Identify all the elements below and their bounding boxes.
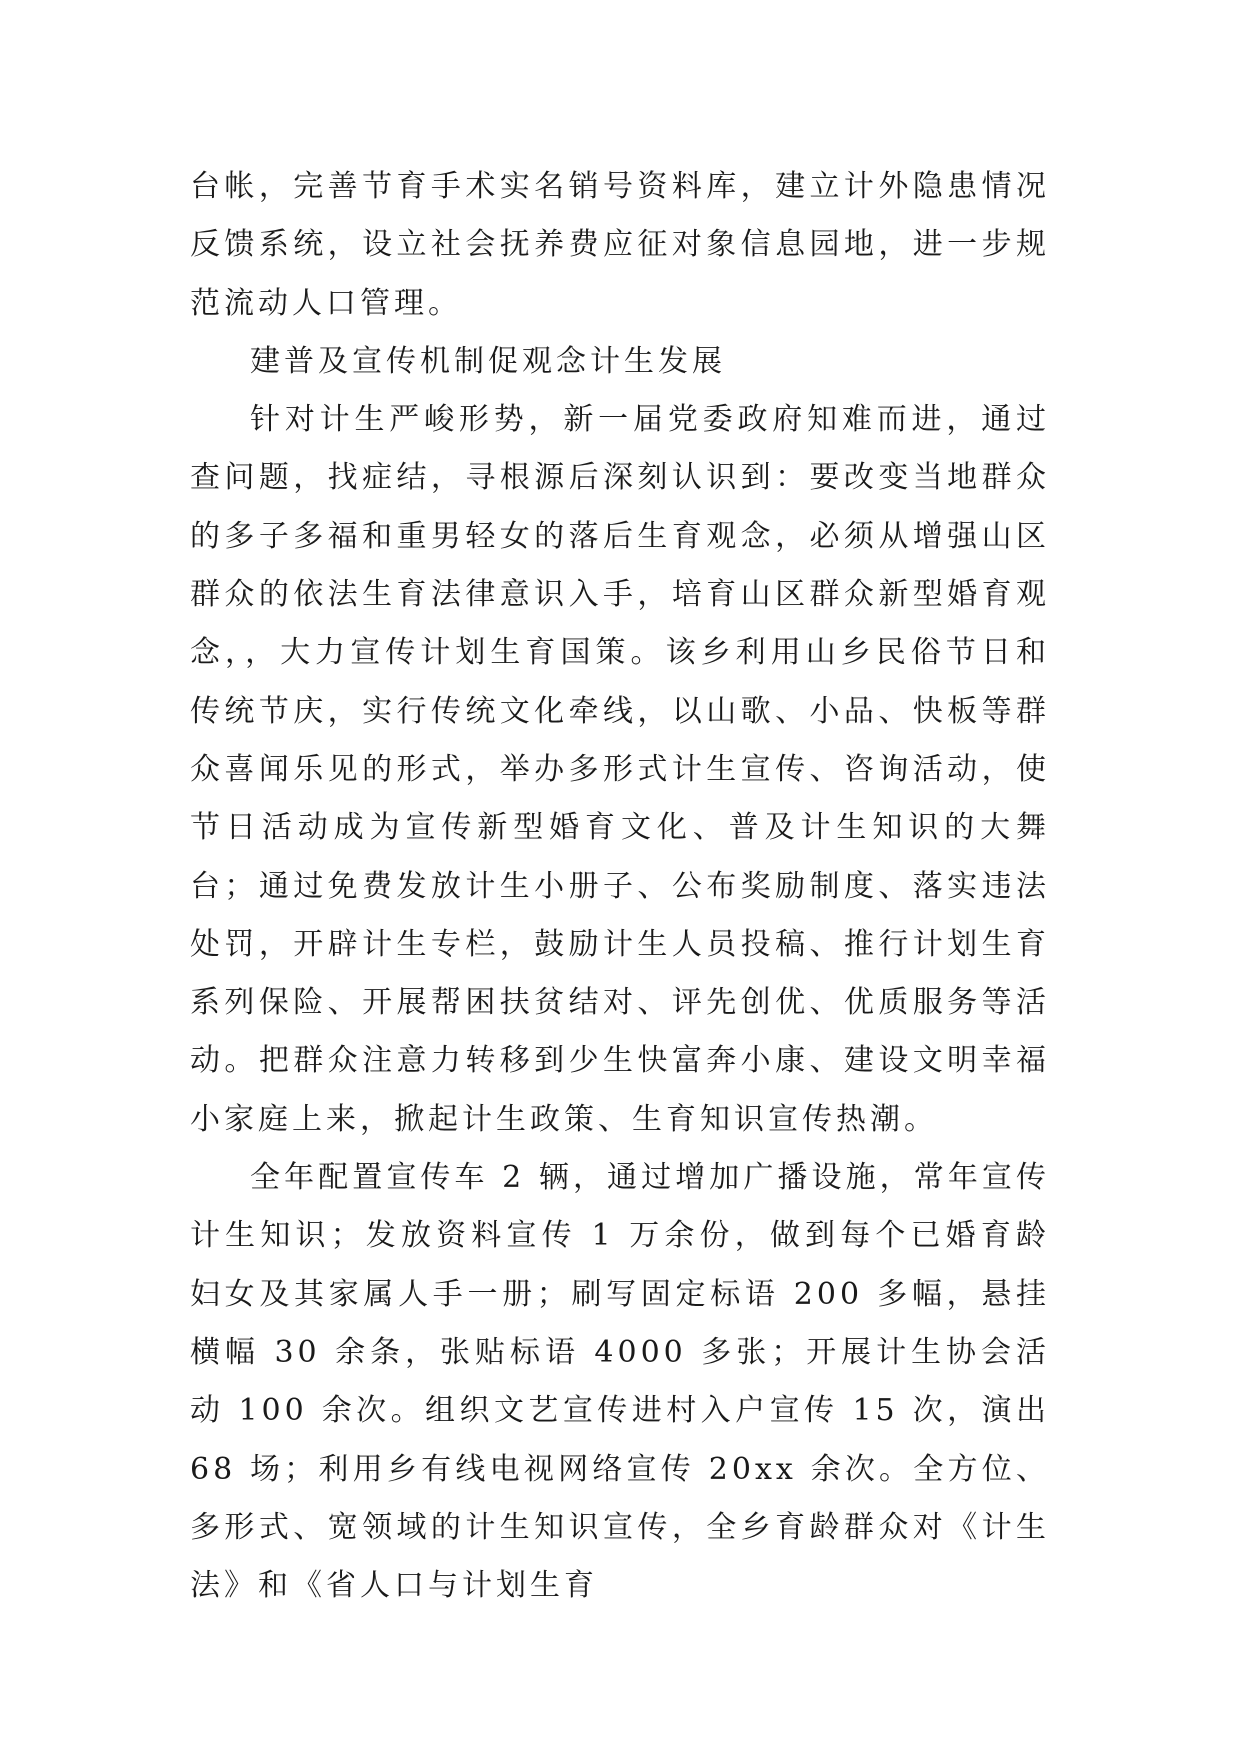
document-body [190,158,1050,1615]
paragraph-continuation: 台帐，完善节育手术实名销号资料库，建立计外隐患情况反馈系统，设立社会抚养费应征对象信息园地，进一步规范流动人口管理。 [190,169,1050,321]
paragraph-publicity-mechanism: 针对计生严峻形势，新一届党委政府知难而进，通过查问题，找症结，寻根源后深刻认识到：要改变当地群众的多子多福和重男轻女的落后生育观念，必须从增强山区群众的依法生育法律意识入手，培育山区群众新型婚育观念，，大力宣传计划生育国策。该乡利用山乡民俗节日和传统节庆，实行传统文化牵线，以山歌、小品、快板等群众喜闻乐见的形式，举办多形式计生宣传、咨询活动，使节日活动成为宣传新型婚育文化、普及计生知识的大舞台；通过免费发放计生小册子、公布奖励制度、落实违法处罚，开辟计生专栏，鼓励计生人员投稿、推行计划生育系列保险、开展帮困扶贫结对、评先创优、优质服务等活动。把群众注意力转移到少生快富奔小康、建设文明幸福小家庭上来，掀起计生政策、生育知识宣传热潮。 [190,402,1050,1137]
section-heading: 建普及宣传机制促观念计生发展 [250,343,726,379]
paragraph-annual-statistics: 全年配置宣传车 2 辆，通过增加广播设施，常年宣传计生知识；发放资料宣传 1 万余份，做到每个已婚育龄妇女及其家属人手一册；刷写固定标语 200 多幅，悬挂横幅 30 余条，张贴标语 4000 多张；开展计生协会活动 100 余次。组织文艺宣传进村入户宣传 15 次，演出 68 场；利用乡有线电视网络宣传 20xx 余次。全方位、多形式、宽领域的计生知识宣传，全乡育龄群众对《计生法》和《省人口与计划生育 [190,1160,1050,1604]
